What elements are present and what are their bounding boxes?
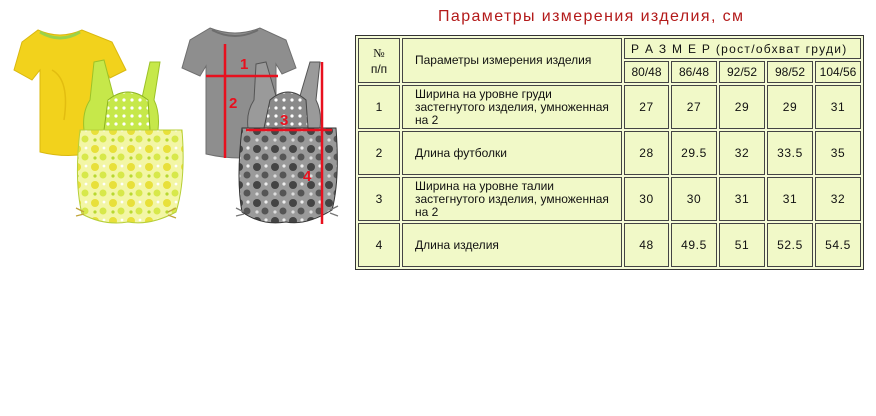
size-col: 98/52: [767, 61, 813, 83]
header-no-line1: №: [373, 45, 385, 60]
cell-value: 31: [719, 177, 765, 221]
marker-1: 1: [240, 56, 249, 73]
table-row: [358, 85, 861, 129]
cell-value: 28: [624, 131, 669, 175]
table-row: [358, 177, 861, 221]
cell-value: 49.5: [671, 223, 717, 267]
marker-2: 2: [229, 95, 238, 112]
cell-value: 31: [767, 177, 813, 221]
size-col: 104/56: [815, 61, 861, 83]
size-col: 92/52: [719, 61, 765, 83]
size-col: 86/48: [671, 61, 717, 83]
cell-value: 31: [815, 85, 861, 129]
row-number: 3: [358, 177, 400, 221]
row-param: Ширина на уровне талии застегнутого изделия, умноженная на 2: [402, 177, 622, 221]
size-table: [355, 35, 864, 270]
cell-value: 32: [719, 131, 765, 175]
row-number: 2: [358, 131, 400, 175]
cell-value: 27: [671, 85, 717, 129]
cell-value: 30: [671, 177, 717, 221]
row-param: Длина изделия: [402, 223, 622, 267]
header-param: Параметры измерения изделия: [402, 38, 622, 83]
cell-value: 29: [767, 85, 813, 129]
cell-value: 27: [624, 85, 669, 129]
cell-value: 33.5: [767, 131, 813, 175]
cell-value: 32: [815, 177, 861, 221]
cell-value: 52.5: [767, 223, 813, 267]
cell-value: 51: [719, 223, 765, 267]
row-number: 1: [358, 85, 400, 129]
page-title: Параметры измерения изделия, см: [438, 8, 745, 25]
table-row: [358, 131, 861, 175]
header-no: [358, 38, 400, 83]
row-param: Длина футболки: [402, 131, 622, 175]
header-no-line2: п/п: [370, 61, 388, 76]
size-col: 80/48: [624, 61, 669, 83]
product-illustration: [0, 20, 350, 250]
cell-value: 29: [719, 85, 765, 129]
yellow-overall: [76, 60, 183, 223]
cell-value: 29.5: [671, 131, 717, 175]
cell-value: 30: [624, 177, 669, 221]
marker-4: 4: [303, 168, 312, 185]
cell-value: 48: [624, 223, 669, 267]
row-number: 4: [358, 223, 400, 267]
marker-3: 3: [280, 112, 289, 129]
cell-value: 35: [815, 131, 861, 175]
cell-value: 54.5: [815, 223, 861, 267]
table-row: [358, 223, 861, 267]
header-size: Р А З М Е Р (рост/обхват груди): [624, 38, 861, 59]
row-param: Ширина на уровне груди застегнутого изделия, умноженная на 2: [402, 85, 622, 129]
